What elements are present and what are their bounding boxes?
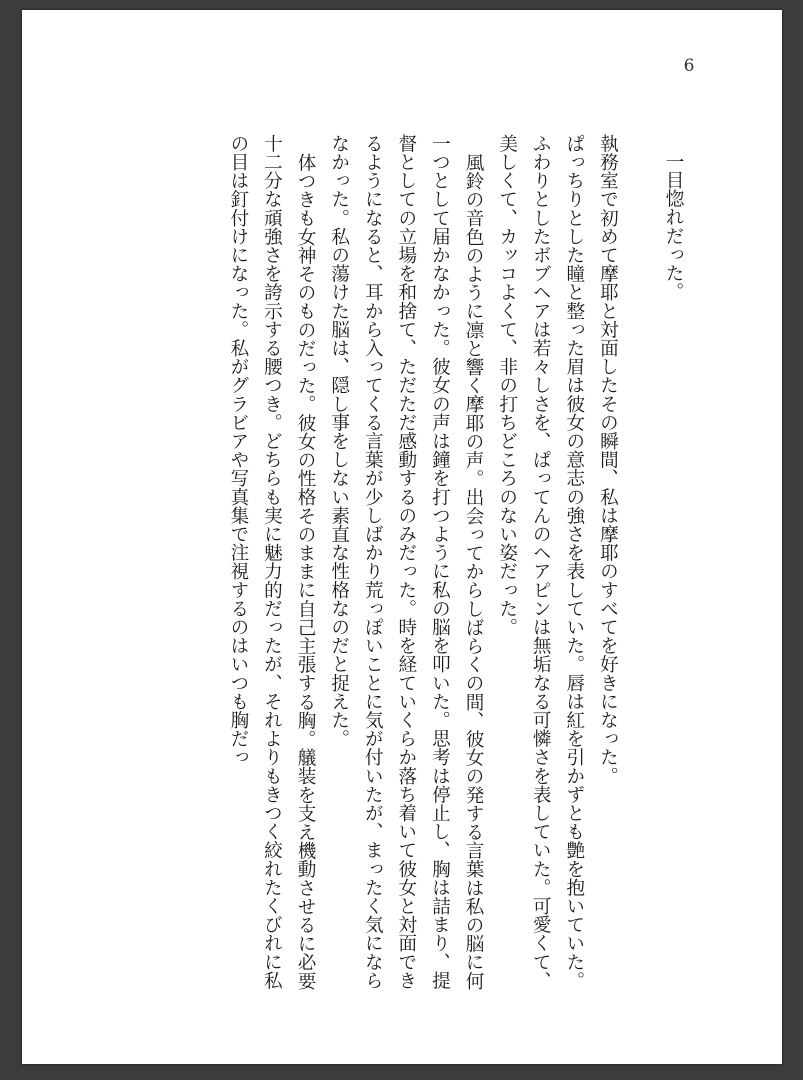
page-number: 6	[683, 56, 695, 76]
chapter-heading: 一目惚れだった。	[663, 152, 684, 301]
document-page	[22, 10, 782, 1064]
body-text	[150, 134, 690, 994]
paragraph-3: 風鈴の音色のように凛と響く摩耶の声。出会ってからしばらくの間、彼女の発する言葉は私の脳に何一つとして届かなかった。彼女の声は鐘を打つように私の脳を叩いた。思考は停止し、胸は詰まり、提督としての立場を和捨て、ただただ感動するのみだった。時を経ていくらか落ち着いて彼女と対面できるようになると、耳から入ってくる言葉が少しばかり荒っぽいことに気が付いたが、まったく気にならなかった。私の蕩けた脳は、隠し事をしない素直な性格なのだと捉えた。	[328, 134, 485, 990]
paragraph-2: ぱっちりとした瞳と整った眉は彼女の意志の強さを表していた。唇は紅を引かずとも艶を抱いていた。ふわりとしたボブヘアは若々しさを、ぱってんのヘアピンは無垢なる可憐さを表していた。可愛くて、美しくて、カッコよくて、非の打ちどころのない姿だった。	[496, 134, 585, 990]
paragraph-4: 体つきも女神そのものだった。彼女の性格そのままに自己主張する胸。艤装を支え機動させるに必要十二分な頑強さを誇示する腰つき。どちらも実に魅力的だったが、それよりもきつく絞れたくびれに私の目は釘付けになった。私がグラビアや写真集で注視するのはいつも胸だっ	[227, 134, 317, 990]
paragraph-1: 執務室で初めて摩耶と対面したその瞬間、私は摩耶のすべてを好きになった。	[597, 134, 619, 785]
